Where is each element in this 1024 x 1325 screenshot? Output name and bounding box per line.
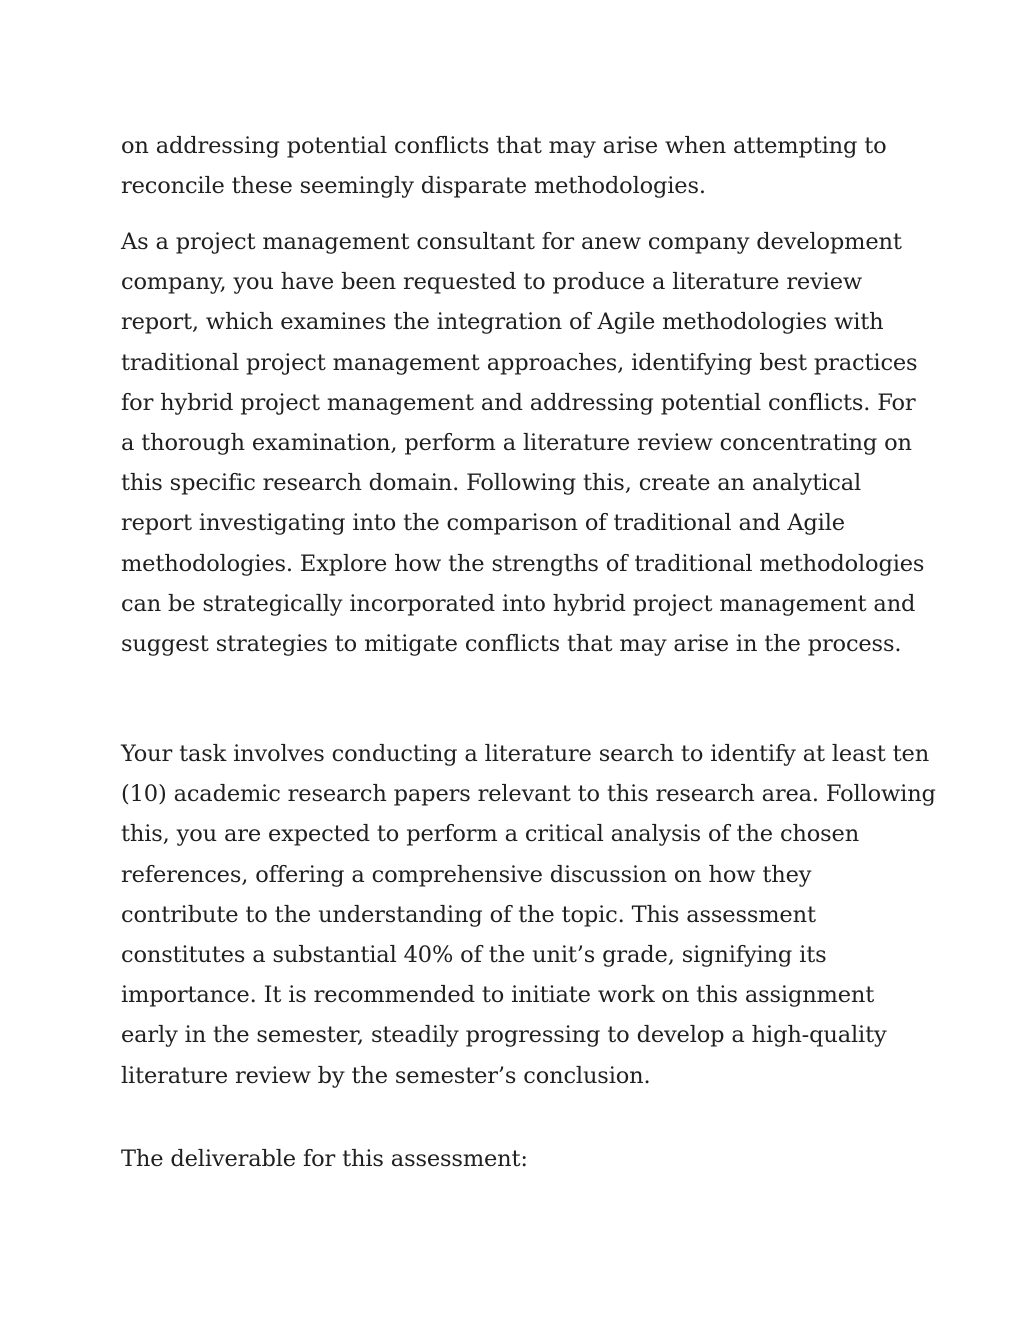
text-line: report, which examines the integration of Agile methodologies with — [121, 309, 884, 336]
paragraph-task-description — [121, 734, 936, 1096]
paragraph-continuation — [121, 126, 921, 206]
text-line: report investigating into the comparison of traditional and Agile — [121, 510, 845, 537]
text-line: traditional project management approaches, identifying best practices — [121, 349, 918, 376]
paragraph-deliverable-heading — [121, 1139, 921, 1179]
text-line: company, you have been requested to produce a literature review — [121, 269, 862, 296]
text-line: importance. It is recommended to initiate work on this assignment — [121, 982, 875, 1009]
text-line: references, offering a comprehensive discussion on how they — [121, 861, 812, 888]
text-line: early in the semester, steadily progressing to develop a high-quality — [121, 1022, 887, 1049]
text-line: on addressing potential conflicts that may arise when attempting to — [121, 133, 887, 159]
text-line: for hybrid project management and addressing potential conflicts. For — [121, 389, 916, 416]
text-line: reconcile these seemingly disparate methodologies. — [121, 173, 706, 200]
text-line: this specific research domain. Following this, create an analytical — [121, 470, 862, 497]
text-line: suggest strategies to mitigate conflicts that may arise in the process. — [121, 631, 902, 658]
text-line: contribute to the understanding of the topic. This assessment — [121, 901, 816, 928]
text-line: Your task involves conducting a literature search to identify at least ten — [121, 741, 930, 767]
text-line: can be strategically incorporated into hybrid project management and — [121, 590, 916, 617]
text-line: (10) academic research papers relevant to this research area. Following — [121, 781, 936, 808]
text-line: literature review by the semester’s conclusion. — [121, 1062, 651, 1089]
text-line: a thorough examination, perform a literature review concentrating on — [121, 430, 912, 457]
text-line: As a project management consultant for anew company development — [121, 229, 902, 255]
paragraph-consultant-brief — [121, 222, 925, 664]
text-line: methodologies. Explore how the strengths of traditional methodologies — [121, 550, 925, 577]
text-line: The deliverable for this assessment: — [121, 1146, 528, 1172]
text-line: this, you are expected to perform a critical analysis of the chosen — [121, 821, 860, 848]
text-line: constitutes a substantial 40% of the unit’s grade, signifying its — [121, 942, 827, 969]
